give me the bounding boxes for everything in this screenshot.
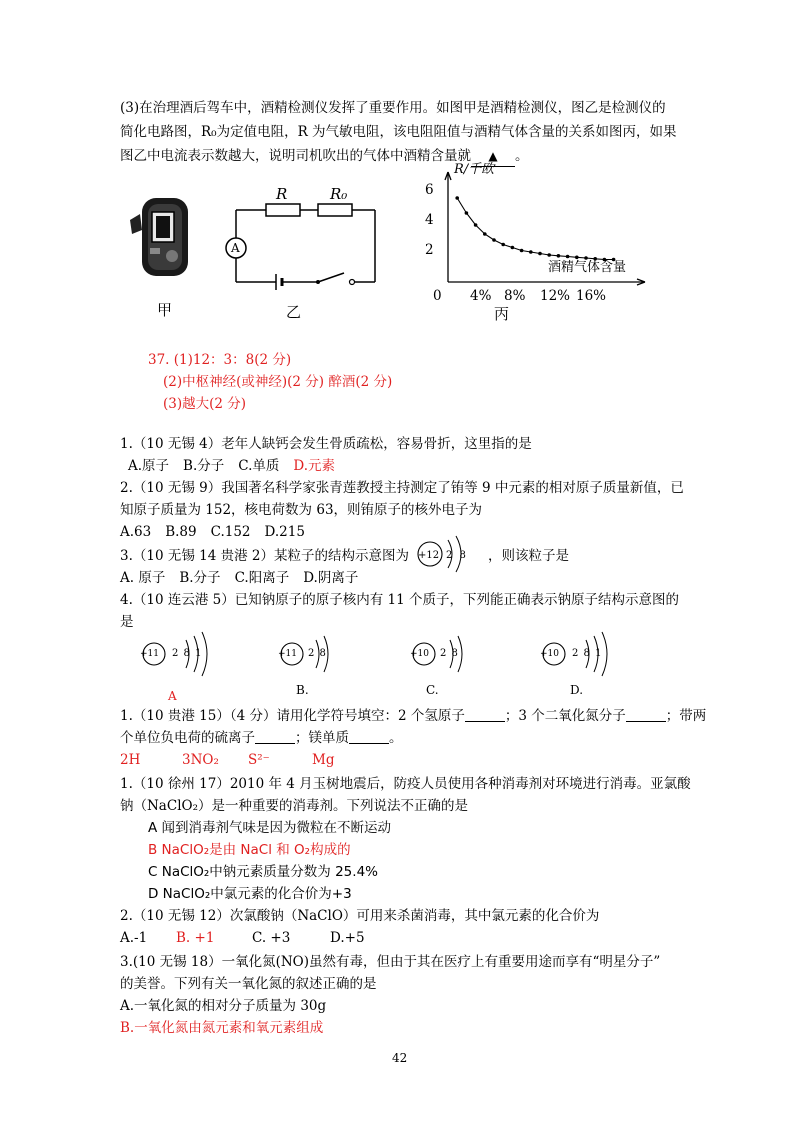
answer-blank — [465, 707, 505, 722]
resistance-curve — [457, 198, 613, 260]
q3b-options — [120, 568, 372, 588]
q2-option-d: D.215 — [264, 524, 305, 540]
curve-point — [492, 238, 496, 242]
q6-option-b: B NaClO₂是由 NaCl 和 O₂构成的 — [148, 842, 351, 858]
q3b-option-b: B.分子 — [179, 570, 221, 586]
q5-answer-3: S²⁻ — [248, 752, 270, 768]
curve-point — [465, 211, 469, 215]
answer-blank — [626, 707, 666, 722]
q3-line1: (3)在治理酒后驾车中，酒精检测仪发挥了重要作用。如图甲是酒精检测仪，图乙是检测仪的 — [120, 100, 666, 116]
curve-point — [520, 249, 524, 253]
q7-stem: 2.（10 无锡 12）次氯酸钠（NaClO）可用来杀菌消毒，其中氯元素的化合价为 — [120, 908, 600, 924]
graph-x-axis-label: 酒精气体含量 — [548, 260, 627, 275]
breathalyzer-icon — [128, 190, 196, 280]
atom-d-nucleus: +10 — [540, 649, 559, 659]
q5-text-6: 。 — [389, 730, 403, 746]
figure-yi-label: 乙 — [286, 303, 302, 321]
graph-y-axis-label: R/千欧 — [454, 162, 495, 177]
curve-point — [501, 243, 505, 247]
q3b-option-d: D.阴离子 — [303, 570, 359, 586]
q2-option-b: B.89 — [165, 524, 197, 540]
graph-x-tick-4: 4% — [470, 288, 492, 304]
figure-jia-label: 甲 — [157, 301, 173, 319]
q2-option-a: A.63 — [120, 524, 152, 540]
q1-option-b: B.分子 — [183, 458, 225, 474]
graph-y-tick-6: 6 — [425, 182, 434, 198]
graph-x-tick-16: 16% — [576, 288, 607, 304]
q8-line1: 3.(10 无锡 18）一氧化氮(NO)虽然有毒，但由于其在医疗上有重要用途而享有“明星分子” — [120, 954, 661, 970]
q5-text-3: ；带两 — [665, 708, 707, 724]
curve-point — [483, 232, 487, 236]
curve-point — [511, 246, 515, 250]
q5-text-1: 1.（10 贵港 15）（4 分）请用化学符号填空：2 个氢原子 — [120, 708, 465, 724]
answer-37-part1: 37. (1)12：3：8(2 分) — [148, 352, 292, 368]
atom-a-label: A — [168, 689, 177, 703]
q5-line1 — [120, 706, 706, 726]
q1-stem: 1.（10 无锡 4）老年人缺钙会发生骨质疏松，容易骨折，这里指的是 — [120, 436, 532, 452]
page-number: 42 — [392, 1051, 408, 1065]
q8-option-a: A.一氧化氮的相对分子质量为 30g — [120, 998, 327, 1014]
q3-line3-end: 。 — [515, 148, 529, 164]
atom-c-nucleus: +10 — [410, 649, 429, 659]
graph-y-tick-4: 4 — [425, 212, 434, 228]
q7-option-b: B. +1 — [176, 930, 215, 946]
resistor-r0-label: R₀ — [330, 185, 348, 203]
q3b-stem-b: ，则该粒子是 — [488, 548, 569, 564]
q2-line1: 2.（10 无锡 9）我国著名科学家张青莲教授主持测定了铕等 9 中元素的相对原子质量新值，已 — [120, 480, 684, 496]
q2-option-c: C.152 — [210, 524, 251, 540]
ammeter-label: A — [231, 241, 240, 255]
answer-blank — [255, 729, 295, 744]
graph-x-tick-12: 12% — [540, 288, 571, 304]
q4-line1: 4.（10 连云港 5）已知钠原子的原子核内有 11 个质子，下列能正确表示钠原子结构示意图的 — [120, 592, 679, 608]
q5-text-2: ；3 个二氧化氮分子 — [504, 708, 626, 724]
q6-line1: 1.（10 徐州 17）2010 年 4 月玉树地震后，防疫人员使用各种消毒剂对环境进行消毒。亚氯酸 — [120, 776, 691, 792]
q6-option-d: D NaClO₂中氯元素的化合价为+3 — [148, 886, 352, 902]
q3-line3-text: 图乙中电流表示数越大，说明司机吹出的气体中酒精含量就 — [120, 148, 471, 164]
q8-option-b: B.一氧化氮由氮元素和氧元素组成 — [120, 1020, 324, 1036]
curve-point — [474, 223, 478, 227]
figure-bing-label: 丙 — [494, 305, 510, 323]
answer-37-part2: (2)中枢神经(或神经)(2 分) 醉酒(2 分) — [163, 374, 393, 390]
q4-line2: 是 — [120, 614, 134, 630]
curve-point — [547, 253, 551, 257]
q7-option-c: C. +3 — [252, 930, 291, 946]
atom-b-shells: 2 8 — [308, 648, 327, 659]
q7-option-d: D.+5 — [330, 930, 365, 946]
atom-d-label: D. — [570, 683, 584, 697]
atom-a-shells: 2 8 1 — [172, 648, 203, 659]
atom-c-label: C. — [426, 683, 439, 697]
q3b-option-a: A. 原子 — [120, 570, 166, 586]
graph-y-tick-2: 2 — [425, 242, 434, 258]
q3b-stem-a: 3.（10 无锡 14 贵港 2）某粒子的结构示意图为 — [120, 548, 409, 564]
q5-line2 — [120, 728, 403, 748]
q7-option-a: A.-1 — [120, 930, 148, 946]
atom-b-label: B. — [296, 683, 309, 697]
q1-option-d: D.元素 — [293, 458, 336, 474]
q6-option-a: A 闻到消毒剂气味是因为微粒在不断运动 — [148, 820, 392, 836]
answer-37-part3: (3)越大(2 分) — [163, 396, 247, 412]
answer-blank-marker: ▲ — [471, 146, 515, 167]
graph-x-tick-8: 8% — [504, 288, 526, 304]
curve-point — [529, 250, 533, 254]
q1-option-c: C.单质 — [238, 458, 280, 474]
q3-line2: 简化电路图，R₀为定值电阻，R 为气敏电阻，该电阻阻值与酒精气体含量的关系如图丙，如果 — [120, 124, 677, 140]
q5-text-4: 个单位负电荷的硫离子 — [120, 730, 255, 746]
curve-point — [538, 252, 542, 256]
curve-point — [455, 196, 459, 200]
q6-line2: 钠（NaClO₂）是一种重要的消毒剂。下列说法不正确的是 — [120, 798, 468, 814]
q5-text-5: ；镁单质 — [295, 730, 349, 746]
q5-answer-4: Mg — [312, 752, 335, 768]
q8-line2: 的美誉。下列有关一氧化氮的叙述正确的是 — [120, 976, 377, 992]
q2-line2: 知原子质量为 152，核电荷数为 63，则铕原子的核外电子为 — [120, 502, 483, 518]
q1-option-a: A.原子 — [128, 458, 170, 474]
q5-answer-2: 3NO₂ — [182, 752, 219, 768]
q1-options — [128, 456, 349, 476]
answer-blank — [349, 729, 389, 744]
atom-a-nucleus: +11 — [140, 649, 159, 659]
graph-origin-label: 0 — [433, 288, 442, 304]
q6-option-c: C NaClO₂中钠元素质量分数为 25.4% — [148, 864, 378, 880]
q2-options — [120, 522, 319, 542]
mg-nucleus-label: +12 — [418, 550, 440, 561]
atom-b-nucleus: +11 — [278, 649, 297, 659]
resistor-r-label: R — [276, 185, 288, 203]
atom-d-shells: 2 8 1 — [572, 648, 603, 659]
atom-c-shells: 2 8 — [440, 648, 459, 659]
mg-shell-electrons: 2 8 — [446, 550, 468, 561]
q5-answer-1: 2H — [120, 752, 141, 768]
q3b-option-c: C.阳离子 — [234, 570, 290, 586]
